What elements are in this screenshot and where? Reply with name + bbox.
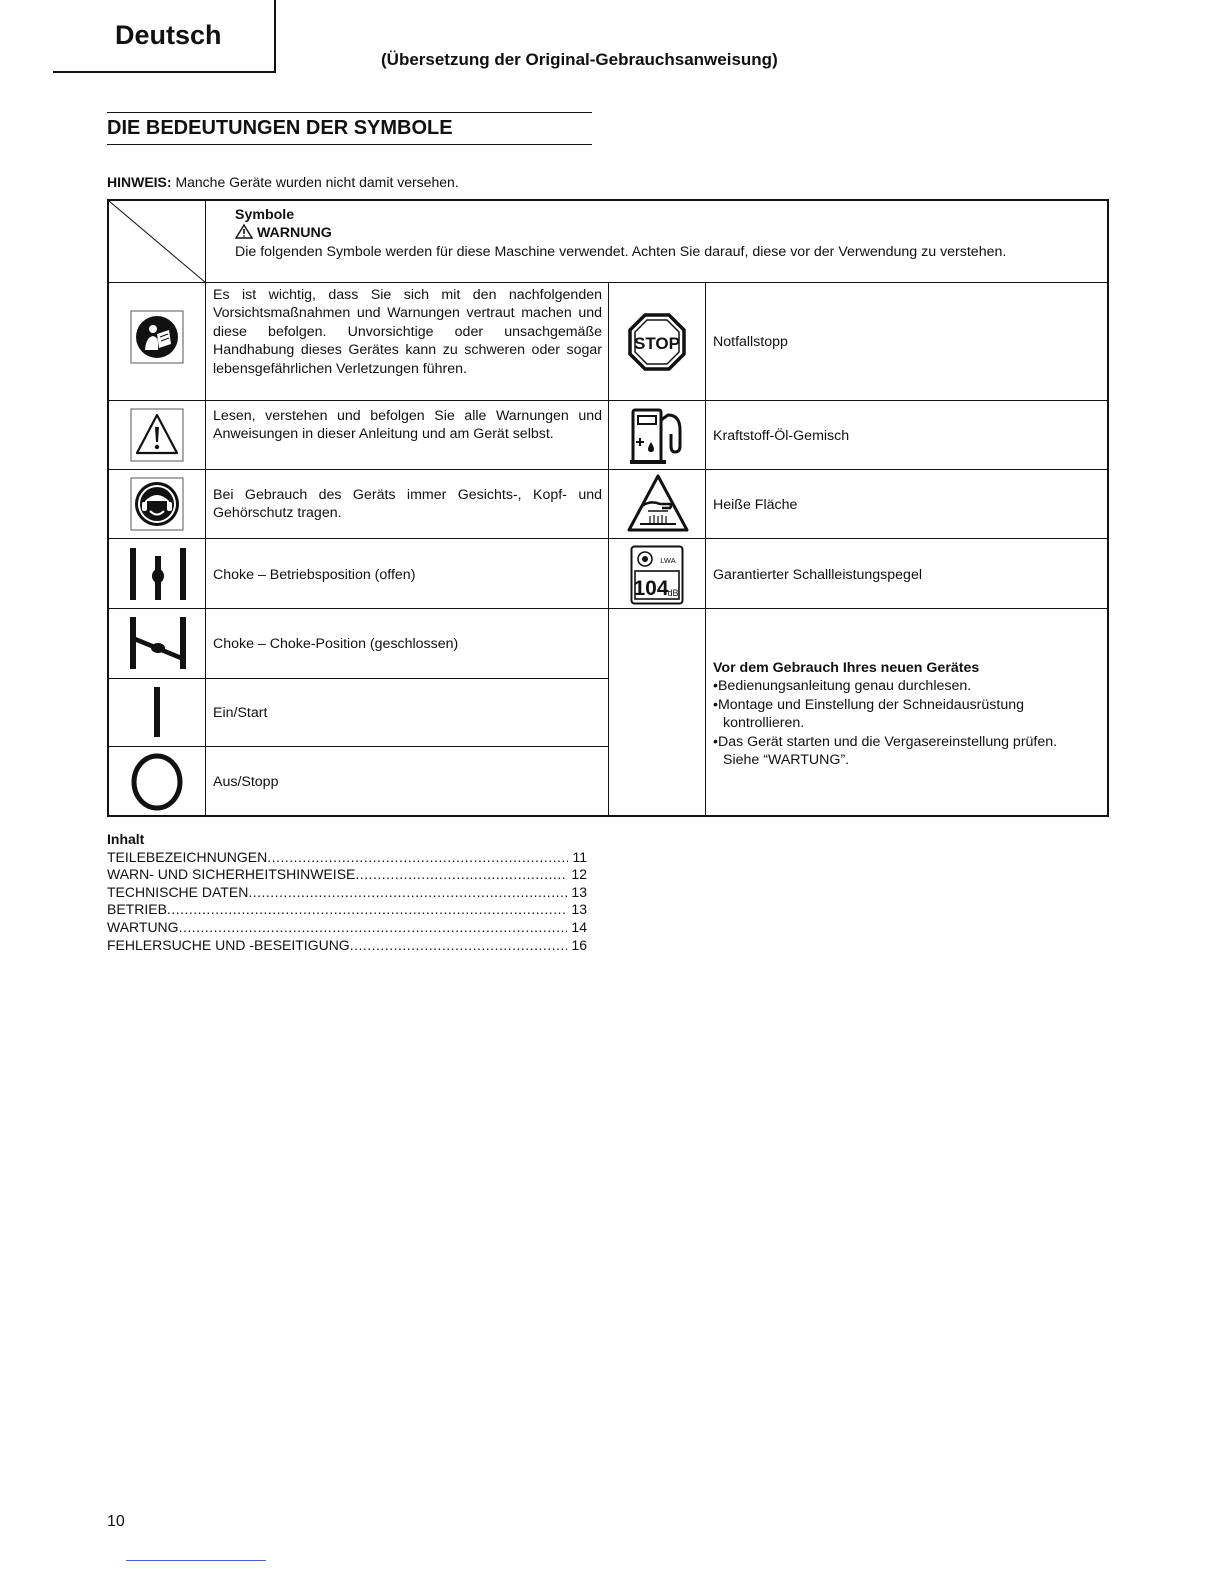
grid-line	[608, 282, 609, 817]
warning-label: WARNUNG	[256, 225, 332, 242]
symbols-header	[235, 206, 1081, 261]
stop-sign-label: STOP	[634, 334, 680, 353]
toc-entry-label: BETRIEB	[107, 901, 167, 918]
fuel-oil-mix-icon	[630, 406, 688, 466]
sound-power-text: Garantierter Schallleistungspegel	[713, 567, 922, 583]
toc-entry[interactable]	[107, 866, 587, 884]
page-number: 10	[107, 1513, 125, 1530]
toc-title: Inhalt	[107, 831, 145, 847]
hot-surface-icon	[626, 473, 690, 533]
grid-line	[109, 538, 1109, 539]
toc-entry-page: 13	[571, 901, 587, 918]
toc-entry-label: WARTUNG	[107, 918, 179, 935]
note	[107, 174, 459, 190]
language-tab	[53, 0, 276, 73]
grid-line	[705, 282, 706, 817]
before-use-title: Vor dem Gebrauch Ihres neuen Gerätes	[713, 660, 980, 676]
list-item: • Bedienungsanleitung genau durchlesen.	[713, 677, 1083, 695]
toc-entry-page: 12	[571, 866, 587, 883]
table-of-contents	[107, 831, 587, 954]
grid-line	[109, 746, 609, 747]
off-stop-text: Aus/Stopp	[213, 774, 279, 790]
toc-entry-label: FEHLERSUCHE UND -BESEITIGUNG	[107, 936, 350, 953]
footer-rule	[126, 1560, 266, 1561]
sound-level-value: 104	[633, 577, 669, 600]
toc-entry[interactable]	[107, 919, 587, 937]
note-label: HINWEIS:	[107, 174, 172, 190]
toc-entry-page: 11	[572, 848, 587, 865]
protective-gear-icon	[130, 477, 184, 531]
toc-entry-label: TECHNISCHE DATEN	[107, 883, 249, 900]
off-stop-icon	[129, 752, 185, 812]
choke-closed-icon	[128, 615, 188, 671]
toc-entry[interactable]	[107, 937, 587, 955]
choke-open-text: Choke – Betriebsposition (offen)	[213, 567, 416, 583]
toc-entry-page: 16	[571, 936, 587, 953]
warning-heading	[235, 224, 1081, 242]
lwa-label: LWA	[660, 556, 676, 565]
toc-entry[interactable]	[107, 901, 587, 919]
hot-surface-text: Heiße Fläche	[713, 497, 798, 513]
before-use-list	[713, 677, 1083, 769]
read-manual-text: Es ist wichtig, dass Sie sich mit den nachfolgenden Vorsichtsmaßnahmen und Warnungen vertraut machen und diese befolgen. Unvorsichtige oder unsachgemäße Handhabung dieses Gerätes kann zu schweren oder sogar lebensgefährlichen Verletzungen führen.	[213, 287, 602, 377]
on-start-text: Ein/Start	[213, 705, 268, 721]
language-label: Deutsch	[115, 20, 222, 50]
list-item: • Montage und Einstellung der Schneidausrüstung kontrollieren.	[713, 696, 1083, 733]
sound-level-unit: dB	[667, 588, 679, 598]
title-rule-bottom	[107, 144, 592, 145]
symbols-table	[107, 199, 1109, 817]
protective-gear-text: Bei Gebrauch des Geräts immer Gesichts-, Kopf- und Gehörschutz tragen.	[213, 487, 602, 522]
toc-entry[interactable]	[107, 849, 587, 867]
read-manual-icon	[130, 310, 184, 364]
section-title: DIE BEDEUTUNGEN DER SYMBOLE	[107, 117, 453, 139]
sound-power-icon	[630, 545, 684, 605]
choke-closed-text: Choke – Choke-Position (geschlossen)	[213, 636, 459, 652]
toc-entry-label: WARN- UND SICHERHEITSHINWEISE	[107, 866, 356, 883]
choke-open-icon	[128, 546, 188, 602]
grid-line	[109, 400, 1109, 401]
note-text: Manche Geräte wurden nicht damit versehen.	[171, 174, 459, 190]
warning-small-icon	[235, 224, 253, 239]
grid-line	[109, 282, 1109, 283]
stop-sign-icon	[628, 313, 686, 371]
before-use-box	[713, 659, 1083, 769]
warning-triangle-icon	[130, 408, 184, 462]
symbols-heading: Symbole	[235, 207, 295, 223]
toc-entry-page: 14	[571, 918, 587, 935]
grid-line	[109, 678, 609, 679]
title-rule-top	[107, 112, 592, 113]
toc-entry-label: TEILEBEZEICHNUNGEN	[107, 848, 268, 865]
on-start-icon	[145, 685, 169, 741]
grid-line	[205, 201, 206, 817]
warning-triangle-text: Lesen, verstehen und befolgen Sie alle Warnungen und Anweisungen in dieser Anleitung und am Gerät selbst.	[213, 408, 602, 443]
fuel-oil-mix-text: Kraftstoff-Öl-Gemisch	[713, 428, 850, 444]
header-diagonal	[109, 201, 206, 283]
grid-line	[109, 469, 1109, 470]
emergency-stop-text: Notfallstopp	[713, 334, 788, 350]
grid-line	[109, 608, 1109, 609]
document-subtitle: (Übersetzung der Original-Gebrauchsanweisung)	[381, 50, 778, 69]
symbols-intro: Die folgenden Symbole werden für diese Maschine verwendet. Achten Sie darauf, diese vor der Verwendung zu verstehen.	[235, 243, 1007, 260]
toc-entry-page: 13	[571, 883, 587, 900]
list-item: • Das Gerät starten und die Vergasereinstellung prüfen. Siehe “WARTUNG”.	[713, 733, 1083, 770]
toc-entry[interactable]	[107, 884, 587, 902]
